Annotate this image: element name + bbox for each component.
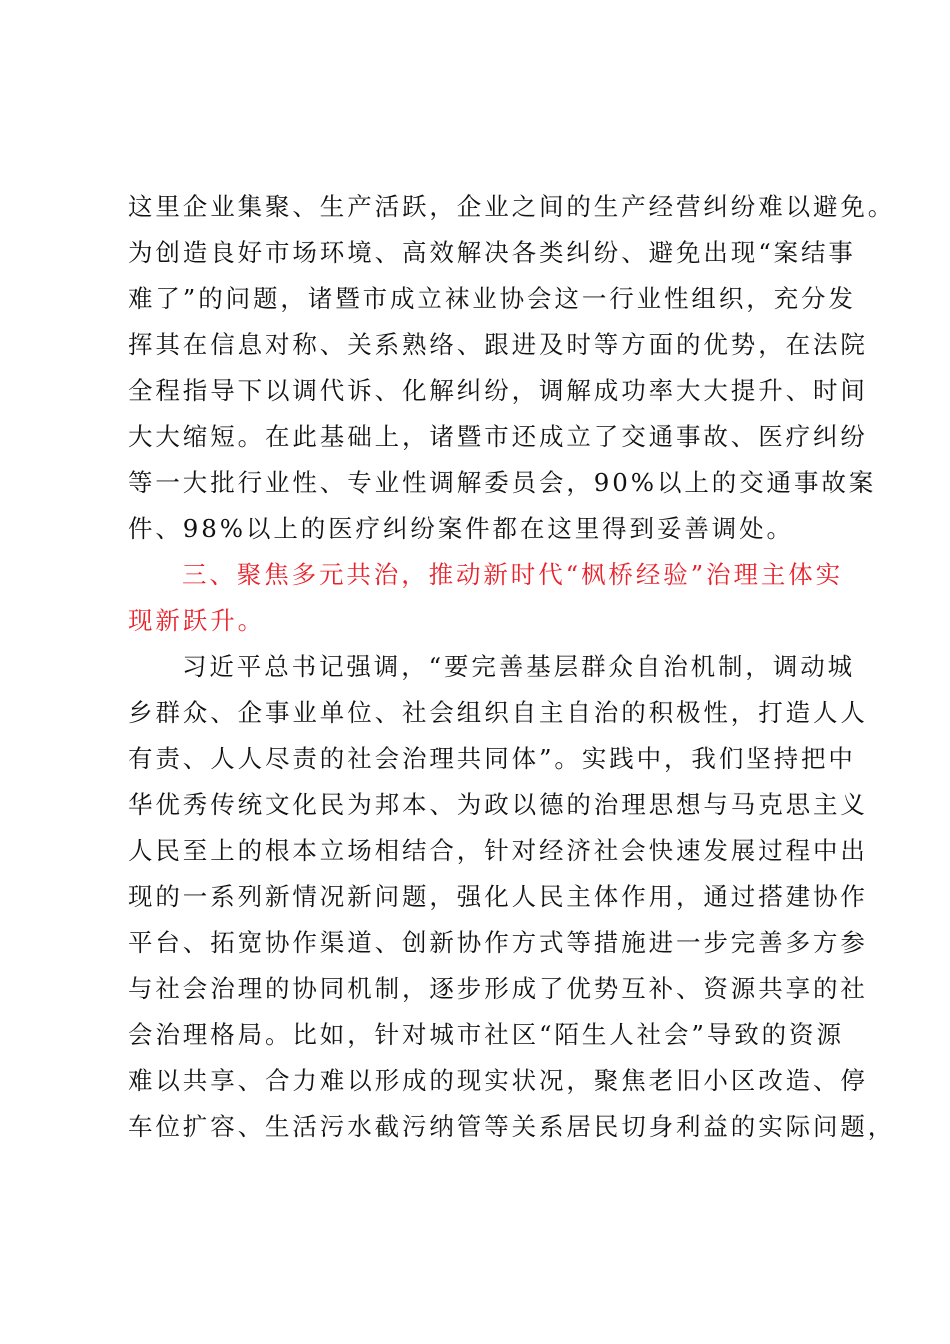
- text-line: 人民至上的根本立场相结合，针对经济社会快速发展过程中出: [128, 836, 868, 865]
- text-line: 平台、拓宽协作渠道、创新协作方式等措施进一步完善多方参: [128, 928, 868, 957]
- text-line: 件、98%以上的医疗纠纷案件都在这里得到妥善调处。: [128, 514, 794, 543]
- text-line: 车位扩容、生活污水截污纳管等关系居民切身利益的实际问题，: [128, 1112, 896, 1141]
- text-line: 会治理格局。比如，针对城市社区“陌生人社会”导致的资源: [128, 1020, 844, 1049]
- text-line: 难以共享、合力难以形成的现实状况，聚焦老旧小区改造、停: [128, 1066, 868, 1095]
- text-line: 挥其在信息对称、关系熟络、跟进及时等方面的优势，在法院: [128, 330, 868, 359]
- text-line: 现的一系列新情况新问题，强化人民主体作用，通过搭建协作: [128, 882, 868, 911]
- text-line: 这里企业集聚、生产活跃，企业之间的生产经营纠纷难以避免。: [128, 192, 896, 221]
- text-line: 大大缩短。在此基础上，诸暨市还成立了交通事故、医疗纠纷: [128, 422, 868, 451]
- text-line: 乡群众、企事业单位、社会组织自主自治的积极性，打造人人: [128, 698, 868, 727]
- text-line: 习近平总书记强调，“要完善基层群众自治机制，调动城: [182, 652, 856, 681]
- heading-line: 现新跃升。: [128, 606, 265, 635]
- text-line: 为创造良好市场环境、高效解决各类纠纷、避免出现“案结事: [128, 238, 856, 267]
- heading-line: 三、聚焦多元共治，推动新时代“枫桥经验”治理主体实: [182, 560, 844, 589]
- text-line: 全程指导下以调代诉、化解纠纷，调解成功率大大提升、时间: [128, 376, 868, 405]
- text-line: 等一大批行业性、专业性调解委员会，90%以上的交通事故案: [128, 468, 877, 497]
- text-line: 与社会治理的协同机制，逐步形成了优势互补、资源共享的社: [128, 974, 868, 1003]
- text-line: 有责、人人尽责的社会治理共同体”。实践中，我们坚持把中: [128, 744, 856, 773]
- text-line: 难了”的问题，诸暨市成立袜业协会这一行业性组织，充分发: [128, 284, 856, 313]
- text-line: 华优秀传统文化民为邦本、为政以德的治理思想与马克思主义: [128, 790, 868, 819]
